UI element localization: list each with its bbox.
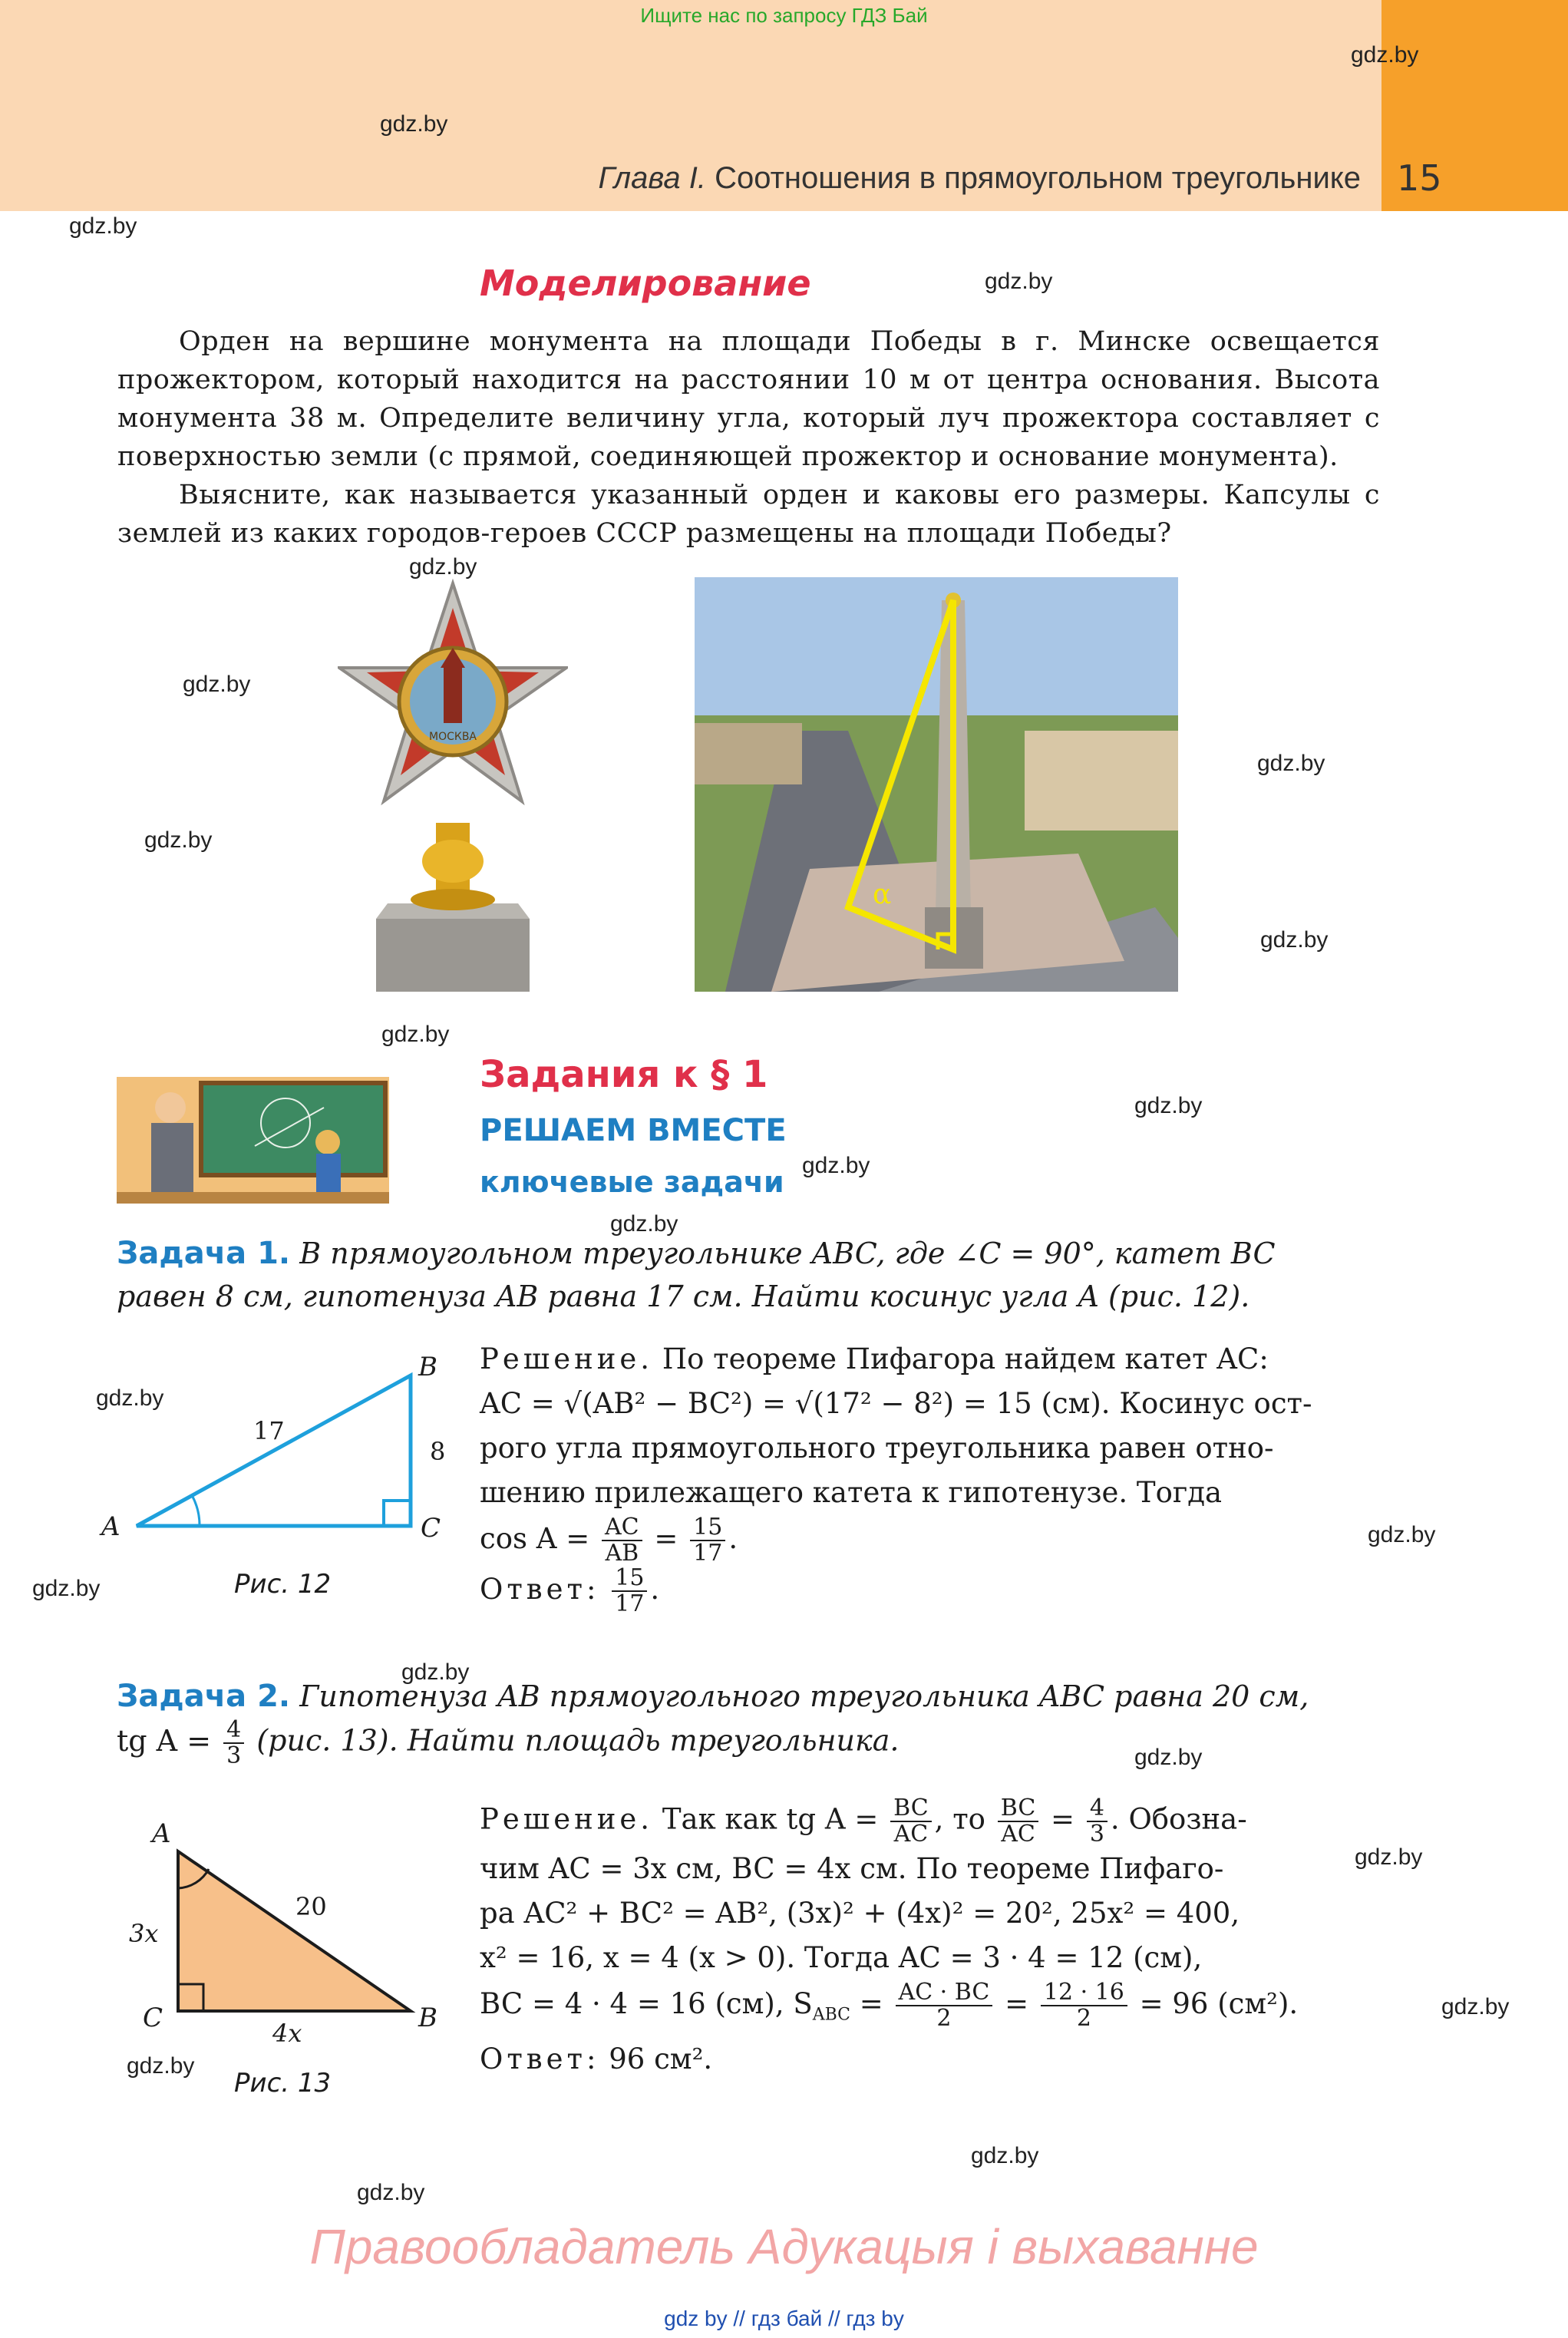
search-banner[interactable]: Ищите нас по запросу ГДЗ Бай	[640, 4, 928, 27]
fraction-4-3-solution	[1087, 1796, 1108, 1847]
watermark: gdz.by	[357, 2180, 425, 2205]
order-of-victory-image	[338, 577, 568, 992]
copyright-holder: Правообладатель Адукацыя і выхаванне	[309, 2219, 1259, 2274]
side-ac-length: 3x	[129, 1919, 159, 1948]
fraction-4-3	[223, 1718, 244, 1768]
area-formula-start: BC = 4 · 4 = 16 (см), S	[480, 1986, 813, 2020]
task2-line1-end: . Обозна-	[1110, 1802, 1247, 1836]
task1-answer: Ответ: $\frac{15}{17}$ .	[480, 1564, 660, 1617]
fraction-bc-ac	[890, 1796, 932, 1847]
fraction-denominator: 2	[1076, 2005, 1091, 2032]
task2-tg-formula	[117, 1716, 256, 1769]
task1-solution-line2: Косинус ост-	[1119, 1387, 1312, 1420]
figure-12-caption: Рис. 12	[234, 1569, 332, 1600]
fraction-denominator: 17	[615, 1590, 645, 1617]
watermark: gdz.by	[802, 1153, 870, 1178]
watermark: gdz.by	[1134, 1745, 1203, 1770]
fraction-denominator: 3	[226, 1742, 242, 1769]
teacher-classroom-illustration	[117, 1077, 389, 1204]
modeling-text	[117, 322, 1380, 553]
task1-solution-line3: рого угла прямоугольного треугольника равен отно-	[480, 1432, 1274, 1465]
task2-answer	[480, 2042, 712, 2075]
watermark: gdz.by	[971, 2143, 1039, 2168]
chalkboard	[201, 1083, 385, 1175]
fraction-numerator: 15	[690, 1515, 725, 1541]
victory-monument-photo	[695, 577, 1178, 992]
watermark: gdz.by	[1260, 927, 1329, 953]
fraction-numerator: 4	[223, 1718, 244, 1744]
modeling-paragraph-2: Выясните, как называется указанный орден и каковы его размеры. Капсулы с землей из каких городов-героев СССР размещены на площади Победы?	[117, 480, 1380, 549]
answer-word: Ответ:	[480, 2042, 600, 2075]
watermark: gdz.by	[69, 213, 137, 239]
fraction-numerator: 12 · 16	[1041, 1980, 1127, 2006]
watermark: gdz.by	[1351, 42, 1419, 68]
fraction-numerator: 4	[1087, 1796, 1108, 1822]
task2-solution-word: Решение.	[480, 1802, 654, 1836]
task2-line1-then: , то	[934, 1802, 985, 1836]
student-figure	[316, 1154, 341, 1192]
watermark: gdz.by	[380, 111, 448, 137]
fraction-denominator: 17	[693, 1540, 723, 1567]
angle-a-arc	[192, 1495, 200, 1526]
task1-solution	[480, 1337, 1379, 1616]
task1-solution-line1: По теореме Пифагора найдем катет AC:	[662, 1342, 1269, 1375]
fraction-numerator: 15	[612, 1566, 647, 1592]
vertex-b-label: B	[418, 1352, 437, 1382]
figure-13-right-triangle	[115, 1811, 460, 2111]
fraction-numerator: BC	[998, 1796, 1039, 1822]
vertex-c-label: C	[143, 2003, 163, 2033]
cos-prefix: cos A =	[480, 1521, 590, 1555]
task1-pythagoras-formula: AC = √(AB² − BC²) = √(17² − 8²) = 15 (см).	[480, 1387, 1111, 1420]
fraction-numerator: AC	[602, 1515, 642, 1541]
equals-sign: =	[859, 1986, 883, 2020]
area-subscript: ABC	[812, 2004, 850, 2024]
side-ab-length: 20	[295, 1892, 327, 1921]
watermark: gdz.by	[985, 269, 1053, 294]
task2-statement-line2: (рис. 13). Найти площадь треугольника.	[256, 1723, 900, 1758]
watermark: gdz.by	[96, 1385, 164, 1411]
tg-prefix: tg A =	[117, 1723, 212, 1758]
fraction-denominator: AC	[1001, 1821, 1035, 1848]
building	[1025, 731, 1178, 831]
key-tasks-heading: ключевые задачи	[480, 1165, 784, 1199]
task2-area-formula	[480, 1979, 1299, 2032]
fraction-acbc-2	[896, 1980, 993, 2031]
watermark: gdz.by	[127, 2053, 195, 2079]
answer-value: 96 см².	[609, 2042, 713, 2075]
task2-statement	[117, 1675, 1383, 1768]
equals-sign: =	[1051, 1802, 1075, 1836]
watermark: gdz.by	[144, 827, 213, 853]
watermark: gdz.by	[381, 1022, 450, 1047]
chapter-title	[599, 161, 1361, 196]
task2-label: Задача 2.	[117, 1679, 291, 1714]
task2-line2: чим AC = 3x см, BC = 4x см. По теореме Пифаго-	[480, 1852, 1224, 1885]
fraction-denominator: AC	[893, 1821, 929, 1848]
fraction-15-17	[690, 1515, 725, 1566]
modeling-paragraph-1: Орден на вершине монумента на площади Победы в г. Минске освещается прожектором, который находится на расстоянии 10 м от центра основания. Высота монумента 38 м. Определите величину угла, который луч прожектора составляет с поверхностью земли (с прямой, соединяющей прожектор и основание монумента).	[117, 326, 1380, 472]
answer-fraction	[612, 1566, 647, 1616]
task2-line4: x² = 16, x = 4 (x > 0). Тогда AC = 3 · 4 = 12 (см),	[480, 1941, 1203, 1974]
watermark: gdz.by	[401, 1659, 470, 1685]
watermark: gdz.by	[32, 1576, 101, 1601]
task1-cos-formula: cos A = $\frac{AC}{AB}$ = $\frac{15}{17}$ .	[480, 1514, 738, 1567]
watermark: gdz.by	[1368, 1522, 1436, 1547]
tasks-title: Задания к § 1	[480, 1053, 768, 1096]
chapter-name: Соотношения в прямоугольном треугольнике	[715, 161, 1361, 195]
vertex-c-label: C	[421, 1513, 441, 1544]
task1-solution-line4: шению прилежащего катета к гипотенузе. Тогда	[480, 1476, 1223, 1509]
fraction-denominator: AB	[605, 1540, 639, 1567]
task2-line1-start: Так как tg A =	[662, 1802, 879, 1836]
vertex-a-label: A	[152, 1818, 171, 1849]
modeling-heading: Моделирование	[480, 263, 811, 304]
triangle-abc-filled	[178, 1851, 411, 2011]
fraction-denominator: 3	[1089, 1821, 1104, 1848]
fraction-bc-ac-2	[998, 1796, 1039, 1847]
task1-solution-word: Решение.	[480, 1342, 654, 1375]
chapter-prefix: Глава I.	[598, 161, 706, 195]
teacher-figure	[151, 1123, 193, 1196]
task1-statement-line1: В прямоугольном треугольнике ABC, где ∠C = 90°, катет BC	[299, 1237, 1276, 1270]
vertex-a-label: A	[101, 1511, 120, 1542]
fraction-12x16-2	[1041, 1980, 1127, 2031]
side-cb-length: 4x	[272, 2019, 302, 2048]
watermark: gdz.by	[1355, 1844, 1423, 1870]
fraction-numerator: BC	[890, 1796, 932, 1822]
side-ab-length: 17	[253, 1416, 285, 1445]
fraction-denominator: 2	[936, 2005, 952, 2032]
watermark: gdz.by	[409, 554, 477, 580]
solve-together-heading: РЕШАЕМ ВМЕСТЕ	[480, 1113, 787, 1148]
fraction-numerator: AC · BC	[896, 1980, 993, 2006]
alpha-angle-label: α	[873, 879, 892, 910]
fraction-ac-ab	[602, 1515, 642, 1566]
task1-statement-line2: равен 8 см, гипотенуза AB равна 17 см. Найти косинус угла A (рис. 12).	[117, 1280, 1250, 1313]
watermark: gdz.by	[1257, 751, 1325, 776]
side-bc-length: 8	[430, 1437, 446, 1466]
task2-line3: ра AC² + BC² = AB², (3x)² + (4x)² = 20², 25x² = 400,	[480, 1897, 1240, 1930]
task1-statement	[117, 1232, 1383, 1318]
vertex-b-label: B	[418, 2003, 437, 2033]
task2-solution	[480, 1796, 1379, 2082]
pedestal	[376, 919, 530, 992]
triangle-abc	[137, 1375, 411, 1526]
watermark: gdz.by	[1134, 1093, 1203, 1118]
equals-sign: =	[1005, 1986, 1029, 2020]
footer-links[interactable]: gdz by // гдз бай // гдз by	[664, 2307, 904, 2330]
task1-label: Задача 1.	[117, 1236, 291, 1271]
right-angle-mark	[384, 1501, 411, 1526]
watermark: gdz.by	[183, 672, 251, 697]
answer-word: Ответ:	[480, 1572, 600, 1606]
figure-13-caption: Рис. 13	[234, 2068, 332, 2099]
task2-statement-line1: Гипотенуза AB прямоугольного треугольника ABC равна 20 см,	[299, 1679, 1309, 1713]
medal-inscription: МОСКВА	[429, 731, 477, 743]
page-number: 15	[1397, 157, 1442, 199]
figure-12-right-triangle	[92, 1343, 491, 1612]
watermark: gdz.by	[1441, 1994, 1510, 2019]
watermark: gdz.by	[610, 1211, 678, 1237]
area-result: = 96 (см²).	[1139, 1986, 1299, 2020]
